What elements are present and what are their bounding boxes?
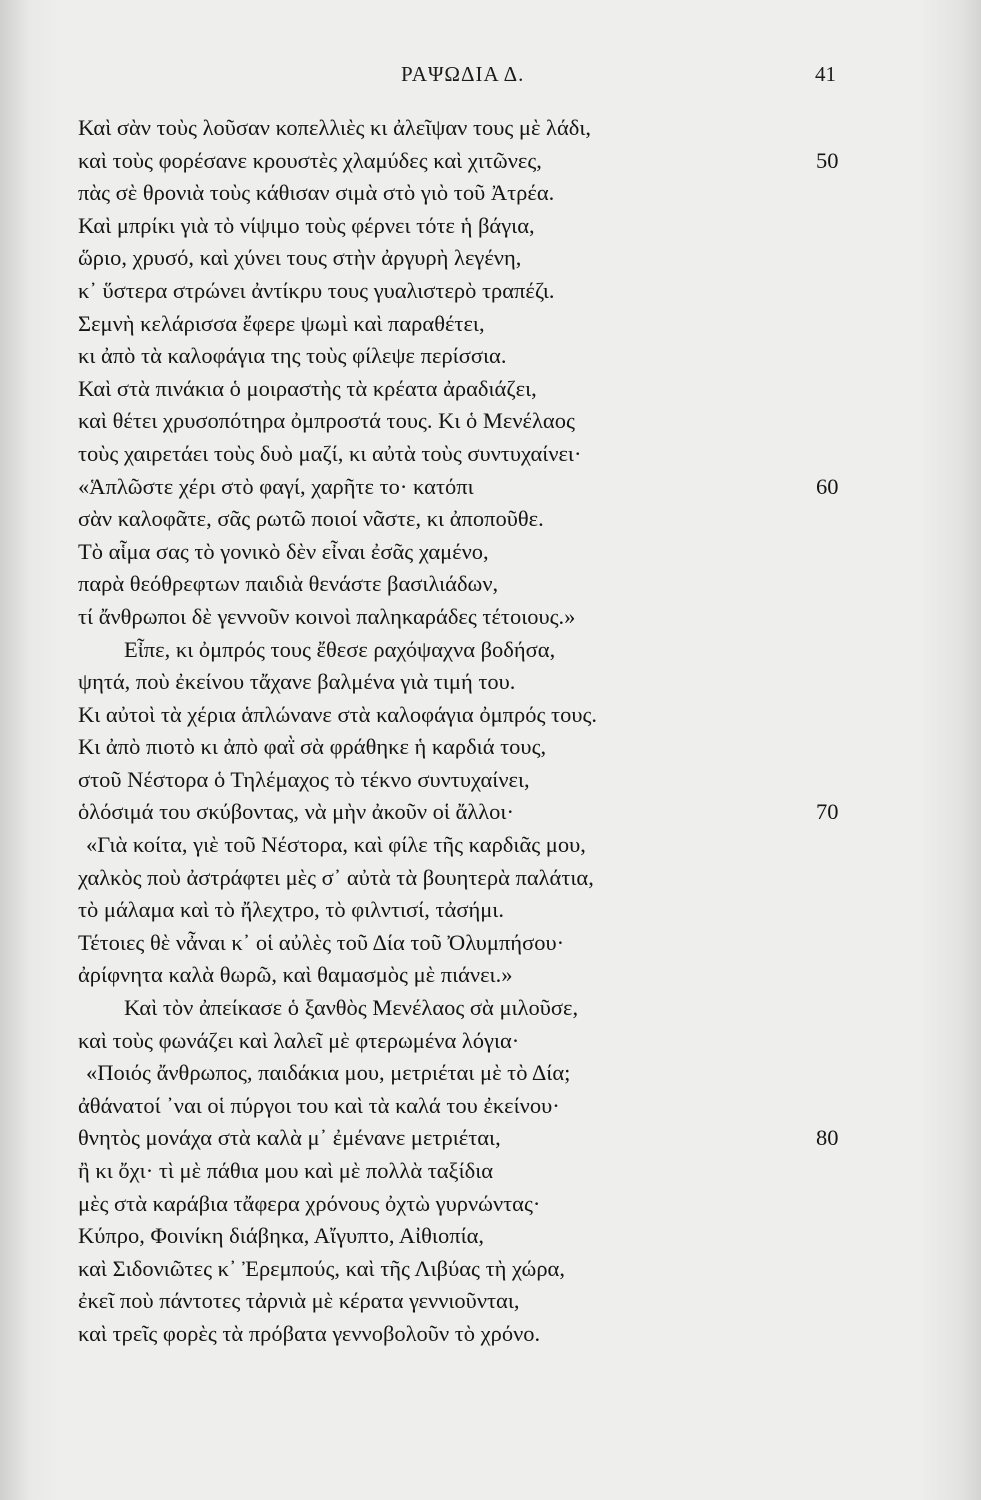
verse-line — [78, 927, 858, 960]
verse-text: «Ἁπλῶστε χέρι στὸ φαγί, χαρῆτε το· κατόπι — [78, 473, 474, 499]
verse-text: ἀθάνατοί ᾿ναι οἱ πύργοι του καὶ τὰ καλά του ἐκείνου· — [78, 1092, 560, 1118]
verse-line — [78, 373, 858, 406]
verse-text: «Ποιός ἄνθρωπος, παιδάκια μου, μετριέται μὲ τὸ Δία; — [86, 1060, 571, 1086]
verse-text: καὶ τοὺς φωνάζει καὶ λαλεῖ μὲ φτερωμένα λόγια· — [78, 1027, 520, 1053]
verse-text: Κύπρο, Φοινίκη διάβηκα, Αἴγυπτο, Αἰθιοπία, — [78, 1223, 485, 1249]
verse-text: ἐκεῖ ποὺ πάντοτες τἀρνιὰ μὲ κέρατα γεννιοῦνται, — [78, 1288, 520, 1314]
verse-text: χαλκὸς ποὺ ἀστράφτει μὲς σ᾿ αὐτὰ τὰ βουητερὰ παλάτια, — [78, 864, 594, 890]
verse-line — [78, 308, 858, 341]
verse-text: ψητά, ποὺ ἐκείνου τἄχανε βαλμένα γιὰ τιμή του. — [78, 669, 516, 695]
verse-line — [78, 1318, 858, 1351]
verse-text: Καὶ στὰ πινάκια ὁ μοιραστὴς τὰ κρέατα ἀραδιάζει, — [78, 375, 537, 401]
verse-line — [78, 275, 858, 308]
verse-text: Τέτοιες θὲ νἆναι κ᾿ οἱ αὐλὲς τοῦ Δία τοῦ Ὀλυμπήσου· — [78, 929, 565, 955]
verse-line — [78, 112, 858, 145]
verse-text: καὶ Σιδονιῶτες κ᾿ Ἐρεμπούς, καὶ τῆς Λιβύας τὴ χώρα, — [78, 1255, 565, 1281]
verse-line — [78, 1188, 858, 1221]
verse-line — [78, 438, 858, 471]
verse-line — [78, 242, 858, 275]
verse-line — [78, 177, 858, 210]
line-number: 70 — [816, 799, 839, 825]
verse-line — [78, 1220, 858, 1253]
running-title: ΡΑΨΩΔΙΑ Δ. — [401, 62, 525, 86]
verse-line — [78, 699, 858, 732]
verse-text: στοῦ Νέστορα ὁ Τηλέμαχος τὸ τέκνο συντυχαίνει, — [78, 766, 530, 792]
verse-text: Σεμνὴ κελάρισσα ἔφερε ψωμὶ καὶ παραθέτει, — [78, 310, 485, 336]
verse-text: Τὸ αἷμα σας τὸ γονικὸ δὲν εἶναι ἐσᾶς χαμένο, — [78, 538, 489, 564]
page-header — [0, 62, 981, 92]
verse-text: τοὺς χαιρετάει τοὺς δυὸ μαζί, κι αὐτὰ τοὺς συντυχαίνει· — [78, 440, 582, 466]
verse-text: κι ἀπὸ τὰ καλοφάγια της τοὺς φίλεψε περίσσια. — [78, 343, 507, 369]
verse-line — [78, 568, 858, 601]
verse-text: ὥριο, χρυσό, καὶ χύνει τους στὴν ἀργυρὴ λεγένη, — [78, 245, 522, 271]
page-number: 41 — [815, 62, 836, 86]
verse-line — [78, 1122, 858, 1155]
verse-line — [78, 1253, 858, 1286]
verse-block — [78, 112, 858, 1351]
line-number: 80 — [816, 1125, 839, 1151]
verse-text: καὶ θέτει χρυσοπότηρα ὀμπροστά τους. Κι ὁ Μενέλαος — [78, 408, 575, 434]
verse-line — [78, 731, 858, 764]
verse-line — [78, 536, 858, 569]
verse-line — [78, 1057, 858, 1090]
verse-line — [78, 1155, 858, 1188]
line-number: 60 — [816, 473, 839, 499]
verse-text: «Γιὰ κοίτα, γιὲ τοῦ Νέστορα, καὶ φίλε τῆς καρδιᾶς μου, — [86, 832, 586, 858]
verse-text: καὶ τοὺς φορέσανε κρουστὲς χλαμύδες καὶ χιτῶνες, — [78, 147, 542, 173]
verse-text: κ᾿ ὕστερα στρώνει ἀντίκρυ τους γυαλιστερὸ τραπέζι. — [78, 277, 555, 303]
verse-text: σὰν καλοφᾶτε, σᾶς ρωτῶ ποιοί νᾶστε, κι ἀποποῦθε. — [78, 506, 544, 532]
verse-line — [78, 666, 858, 699]
verse-line — [78, 829, 858, 862]
verse-line — [78, 405, 858, 438]
verse-text: Εἶπε, κι ὀμπρός τους ἔθεσε ραχόψαχνα βοδήσα, — [124, 636, 556, 662]
verse-text: ὁλόσιμά του σκύβοντας, νὰ μὴν ἀκοῦν οἱ ἄλλοι· — [78, 799, 514, 825]
verse-line — [78, 894, 858, 927]
verse-text: πὰς σὲ θρονιὰ τοὺς κάθισαν σιμὰ στὸ γιὸ τοῦ Ἀτρέα. — [78, 180, 555, 206]
verse-text: ἢ κι ὄχι· τὶ μὲ πάθια μου καὶ μὲ πολλὰ ταξίδια — [78, 1158, 494, 1183]
verse-line — [78, 862, 858, 895]
verse-line — [78, 1090, 858, 1123]
verse-text: τὸ μάλαμα καὶ τὸ ἤλεχτρο, τὸ φιλντισί, τἀσήμι. — [78, 897, 504, 923]
verse-text: Κι ἀπὸ πιοτὸ κι ἀπὸ φαῒ σὰ φράθηκε ἡ καρδιά τους, — [78, 734, 547, 760]
verse-line — [78, 764, 858, 797]
verse-line — [78, 471, 858, 504]
verse-text: Καὶ μπρίκι γιὰ τὸ νίψιμο τοὺς φέρνει τότε ἡ βάγια, — [78, 212, 535, 238]
verse-line — [78, 145, 858, 178]
verse-line — [78, 1025, 858, 1058]
verse-line — [78, 601, 858, 634]
verse-line — [78, 959, 858, 992]
verse-text: Καὶ σὰν τοὺς λοῦσαν κοπελλιὲς κι ἀλεῖψαν τους μὲ λάδι, — [78, 115, 592, 140]
verse-text: ἀρίφνητα καλὰ θωρῶ, καὶ θαμασμὸς μὲ πιάνει.» — [78, 962, 513, 988]
verse-text: καὶ τρεῖς φορὲς τὰ πρόβατα γεννοβολοῦν τὸ χρόνο. — [78, 1320, 541, 1346]
verse-line — [78, 503, 858, 536]
verse-line — [78, 634, 858, 667]
verse-text: τί ἄνθρωποι δὲ γεννοῦν κοινοὶ παληκαράδες τέτοιους.» — [78, 603, 576, 629]
verse-text: Καὶ τὸν ἀπείκασε ὁ ξανθὸς Μενέλαος σὰ μιλοῦσε, — [124, 995, 579, 1021]
verse-line — [78, 210, 858, 243]
verse-line — [78, 992, 858, 1025]
line-number: 50 — [816, 147, 839, 173]
verse-line — [78, 1285, 858, 1318]
verse-text: θνητὸς μονάχα στὰ καλὰ μ᾿ ἐμένανε μετριέται, — [78, 1125, 501, 1151]
verse-line — [78, 796, 858, 829]
verse-text: Κι αὐτοὶ τὰ χέρια ἁπλώνανε στὰ καλοφάγια ὀμπρός τους. — [78, 701, 597, 727]
verse-text: μὲς στὰ καράβια τἄφερα χρόνους ὀχτὼ γυρνώντας· — [78, 1190, 541, 1216]
verse-text: παρὰ θεόθρεφτων παιδιὰ θενάστε βασιλιάδων, — [78, 571, 499, 597]
verse-line — [78, 340, 858, 373]
